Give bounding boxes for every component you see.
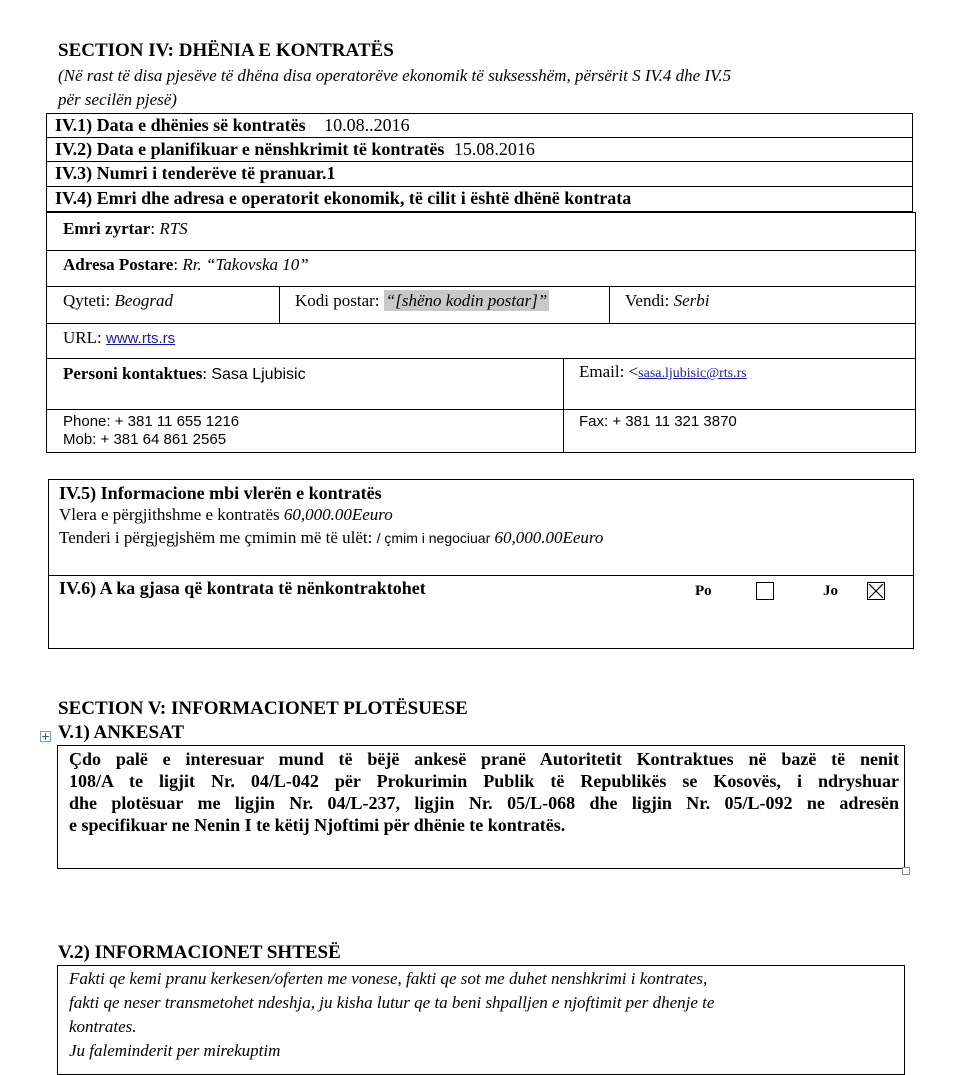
country-value: Serbi: [673, 291, 710, 310]
row-iv2: [55, 139, 535, 160]
fax-value: Fax: + 381 11 321 3870: [579, 413, 737, 430]
postal-address-cell: Adresa Postare: Rr. “Takovska 10”: [63, 255, 309, 274]
additional-info-box: [57, 965, 905, 1075]
tender-value-line: [59, 528, 603, 548]
complaints-line-2: 108/A te ligjit Nr. 04/L-042 për Prokurimin Publik të Republikës se Kosovës, i ndryshuar: [69, 771, 899, 791]
tender-value-label: Tenderi i përgjegjshëm me çmimin më të ulët:: [59, 528, 373, 547]
tender-value-separator: / çmim i negociuar: [376, 530, 491, 546]
official-name-label: Emri zyrtar: [63, 219, 151, 238]
row-iv4: IV.4) Emri dhe adresa e operatorit ekonomik, të cilit i është dhënë kontrata: [55, 188, 632, 208]
value-title: IV.5) Informacione mbi vlerën e kontratës: [59, 483, 382, 503]
postal-address-label: Adresa Postare: [63, 255, 174, 274]
subcontract-question: IV.6) A ka gjasa që kontrata të nënkontraktohet: [59, 578, 426, 598]
phone-cell: [63, 413, 239, 449]
complaints-line-1: Çdo palë e interesuar mund të bëjë ankesë pranë Autoritetit Kontraktues në bazë të nenit: [69, 749, 899, 769]
mobile-value: Mob: + 381 64 861 2565: [63, 431, 227, 448]
url-cell: [63, 328, 175, 348]
country-cell: [625, 291, 710, 311]
no-checkbox[interactable]: [867, 582, 885, 600]
section-v-title: SECTION V: INFORMACIONET PLOTËSUESE: [58, 698, 468, 719]
iv-rows-table: [46, 113, 913, 212]
iv2-label: IV.2) Data e planifikuar e nënshkrimit të kontratës: [55, 139, 445, 159]
complaints-line-4: e specifikuar ne Nenin I te këtij Njoftimi për dhënie te kontratës.: [69, 815, 566, 835]
postal-address-value: Rr. “Takovska 10”: [182, 255, 309, 274]
city-value: Beograd: [114, 291, 174, 310]
postal-code-cell: [295, 291, 549, 311]
iv1-label: IV.1) Data e dhënies së kontratës: [55, 115, 306, 135]
additional-line-1: Fakti qe kemi pranu kerkesen/oferten me vonese, fakti qe sot me duhet nenshkrimi i kontrates,: [69, 969, 708, 988]
value-box: [48, 479, 914, 649]
official-name-cell: Emri zyrtar: RTS: [63, 219, 188, 238]
official-name-value: RTS: [159, 219, 188, 238]
additional-info-title: V.2) INFORMACIONET SHTESË: [58, 942, 341, 963]
complaints-box: [57, 745, 905, 869]
yes-checkbox[interactable]: [756, 582, 774, 600]
additional-line-2: fakti qe neser transmetohet ndeshja, ju kisha lutur qe ta beni shpalljen e njoftimit per dhenje te: [69, 993, 715, 1012]
row-iv1: [55, 115, 410, 136]
phone-value: Phone: + 381 11 655 1216: [63, 413, 240, 430]
checkbox-x-icon: [868, 583, 884, 599]
contact-value: Sasa Ljubisic: [211, 366, 306, 383]
total-value-amount: 60,000.00Eeuro: [283, 505, 393, 524]
section-iv-note-line1: (Në rast të disa pjesëve të dhëna disa operatorëve ekonomik të suksesshëm, përsërit S IV.4 dhe IV.5: [58, 66, 732, 85]
contact-label: Personi kontaktues: [63, 364, 203, 383]
additional-line-4: Ju faleminderit per mirekuptim: [69, 1041, 281, 1060]
postal-code-value: “[shëno kodin postar]”: [385, 291, 548, 310]
email-cell: [579, 362, 747, 382]
additional-info-text: [69, 967, 899, 1063]
additional-line-3: kontrates.: [69, 1017, 137, 1036]
url-label: URL:: [63, 328, 102, 347]
city-cell: [63, 291, 173, 311]
city-label: Qyteti:: [63, 291, 111, 310]
complaints-line-3: dhe plotësuar me ligjin Nr. 04/L-237, ligjin Nr. 05/L-068 dhe ligjin Nr. 05/L-092 ne adresën: [69, 793, 899, 813]
complaints-text: [69, 748, 899, 836]
postal-code-label: Kodi postar:: [295, 291, 380, 310]
section-iv-title: SECTION IV: DHËNIA E KONTRATËS: [58, 40, 394, 61]
country-label: Vendi:: [625, 291, 670, 310]
contact-cell: Personi kontaktues: Sasa Ljubisic: [63, 364, 306, 383]
email-label: Email: <: [579, 362, 639, 381]
yes-label: Po: [695, 583, 712, 599]
iv1-value: 10.08..2016: [324, 115, 410, 135]
no-label: Jo: [823, 583, 838, 599]
table-resize-handle[interactable]: [902, 867, 910, 875]
url-link[interactable]: www.rts.rs: [105, 330, 176, 347]
tender-value-amount: 60,000.00Eeuro: [494, 528, 604, 547]
row-iv3: IV.3) Numri i tenderëve të pranuar.1: [55, 163, 336, 183]
total-value-label: Vlera e përgjithshme e kontratës: [59, 505, 280, 524]
total-value-line: [59, 505, 393, 525]
table-move-handle-icon[interactable]: [40, 731, 51, 742]
iv2-value: 15.08.2016: [453, 139, 535, 159]
operator-table: [46, 212, 916, 453]
email-link[interactable]: sasa.ljubisic@rts.rs: [638, 366, 747, 381]
section-iv-note-line2: për secilën pjesë): [58, 90, 177, 109]
complaints-title: V.1) ANKESAT: [58, 722, 184, 743]
